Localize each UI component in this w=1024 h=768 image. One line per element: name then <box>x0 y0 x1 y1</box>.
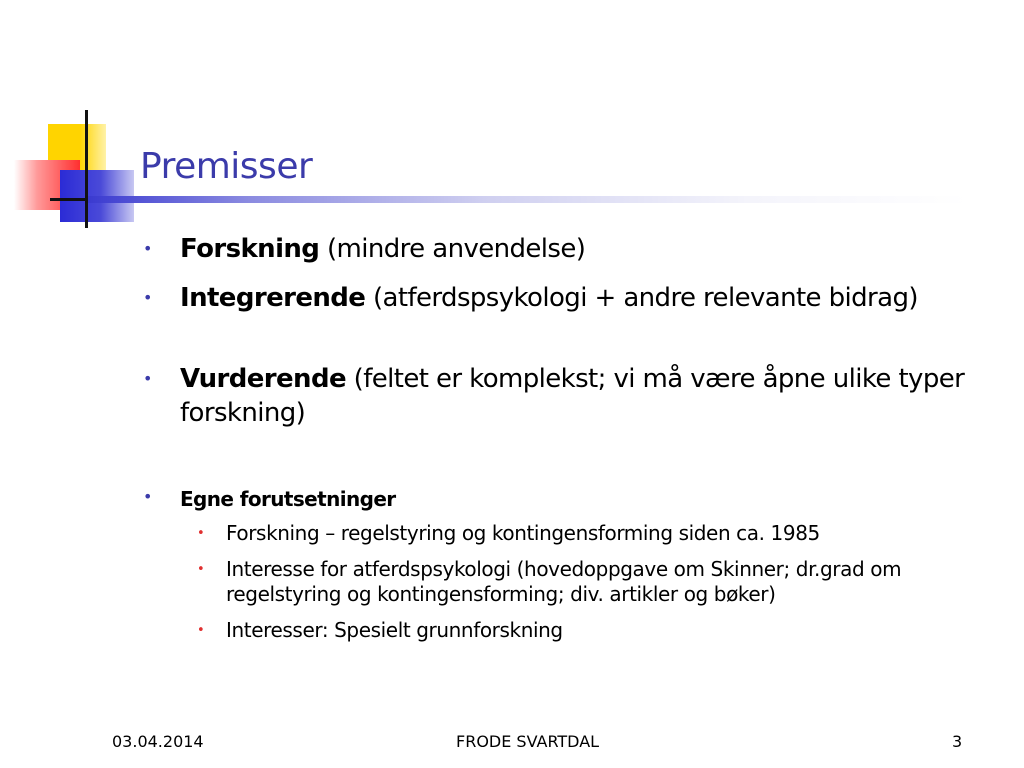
sub-bullet-text: Interesse for atferdspsykologi (hovedoppgave om Skinner; dr.grad om regelstyring og kontingensforming; div. artikler og bøker) <box>226 557 902 606</box>
bullet-item <box>143 281 980 315</box>
sub-bullet-item <box>197 521 986 546</box>
section-heading: Egne forutsetninger <box>180 487 396 511</box>
bullet-text: (feltet er komplekst; vi må være åpne ulike typer forskning) <box>180 364 965 428</box>
sub-bullet-icon: • <box>197 562 205 577</box>
title-underline-gradient <box>88 196 968 203</box>
bullet-keyword: Integrerende <box>180 283 366 313</box>
footer-date: 03.04.2014 <box>112 732 204 751</box>
sub-bullet-item <box>197 557 986 607</box>
sub-bullet-item <box>197 618 986 643</box>
footer-page-number: 3 <box>952 732 963 751</box>
bullet-item <box>143 362 980 430</box>
sub-bullet-icon: • <box>197 526 205 541</box>
sub-bullet-text: Forskning – regelstyring og kontingensforming siden ca. 1985 <box>226 521 820 545</box>
slide-title: Premisser <box>140 146 313 187</box>
bullet-item <box>143 232 980 266</box>
bullet-icon: • <box>143 369 152 388</box>
bullet-icon: • <box>143 487 152 506</box>
bullet-keyword: Vurderende <box>180 364 346 394</box>
bullet-text: (atferdspsykologi + andre relevante bidrag) <box>365 283 918 313</box>
footer-author: FRODE SVARTDAL <box>456 732 600 751</box>
bullet-keyword: Forskning <box>180 234 320 264</box>
section-heading-item <box>143 486 980 512</box>
bullet-icon: • <box>143 239 152 258</box>
sub-bullet-icon: • <box>197 623 205 638</box>
bullet-text: (mindre anvendelse) <box>319 234 586 264</box>
sub-bullet-text: Interesser: Spesielt grunnforskning <box>226 618 563 642</box>
decorative-vertical-line <box>85 110 88 228</box>
bullet-icon: • <box>143 288 152 307</box>
